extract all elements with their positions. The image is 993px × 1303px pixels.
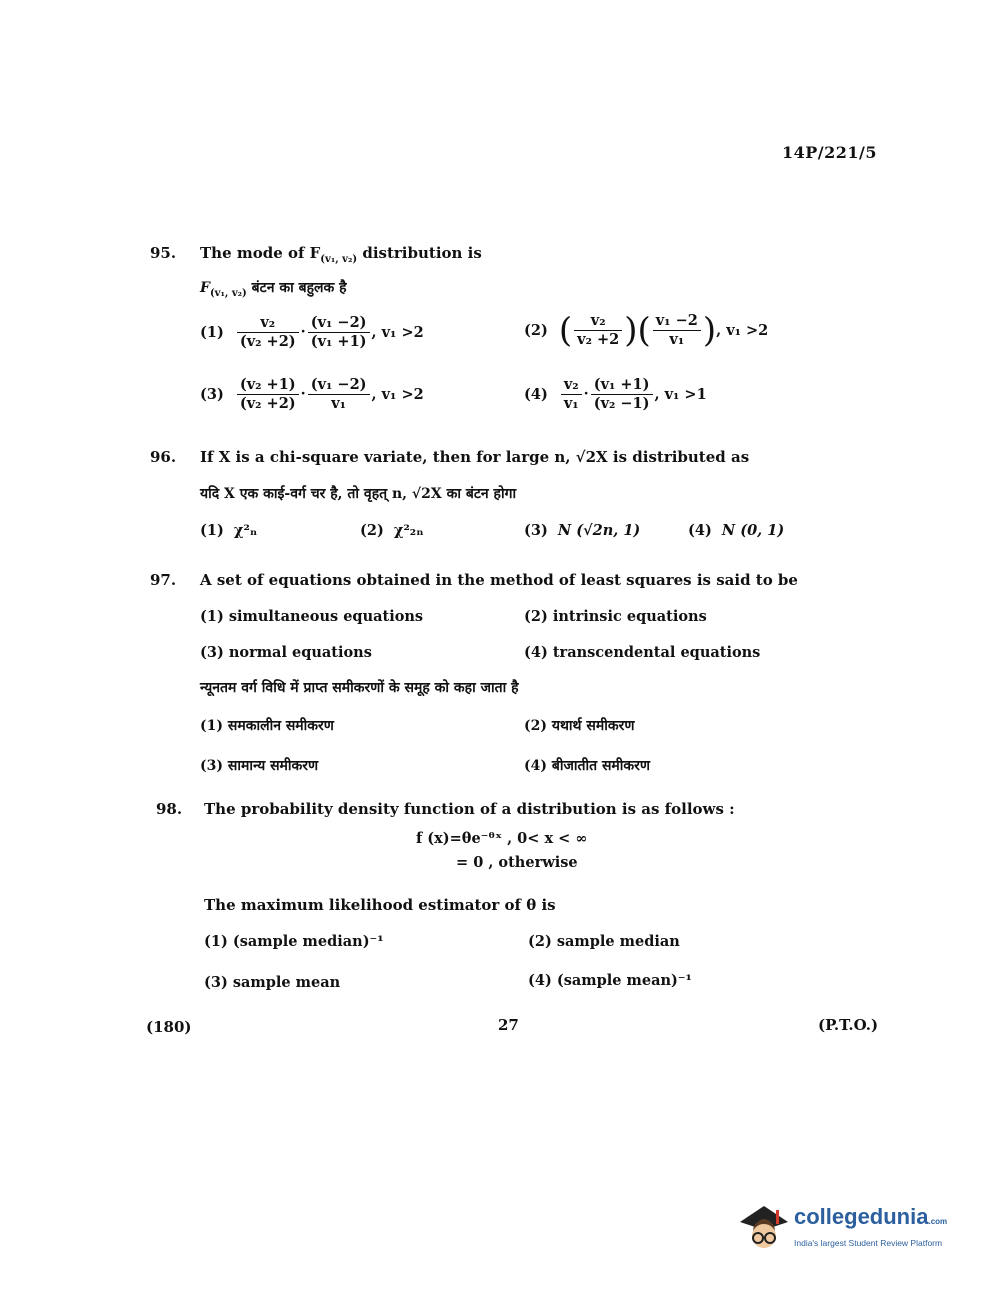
option-1[interactable]: (1) (sample median)⁻¹ — [204, 933, 384, 950]
option-2-hindi[interactable]: (2) यथार्थ समीकरण — [524, 718, 635, 734]
option-1-hindi[interactable]: (1) समकालीन समीकरण — [200, 718, 334, 734]
collegedunia-logo — [736, 1198, 956, 1258]
question-text-hindi: यदि X एक काई-वर्ग चर है, तो वृहत् n, √2X का बंटन होगा — [200, 486, 517, 502]
mascot-icon — [736, 1198, 792, 1258]
logo-suffix: .com — [928, 1217, 948, 1226]
option-4[interactable]: (4) $\frac{\text{v₂}}{\text{v₁}}$ · $\frac{\text{(v₁ +1)}}{\text{(v₂ −1)}}$ , v₁ >1 — [524, 376, 707, 412]
option-3[interactable]: (3) $\frac{\text{(v₂ +1)}}{\text{(v₂ +2)}}$ · $\frac{\text{(v₁ −2)}}{\text{v₁}}$ , v₁ >2 — [200, 376, 424, 412]
question-number: 97. — [150, 571, 177, 589]
option-1[interactable]: (1) χ²ₙ — [200, 522, 258, 539]
pdf-equation-otherwise: = 0 , otherwise — [456, 854, 578, 871]
option-3-hindi[interactable]: (3) सामान्य समीकरण — [200, 758, 319, 774]
option-2[interactable]: (2) intrinsic equations — [524, 608, 707, 625]
option-4-hindi[interactable]: (4) बीजातीत समीकरण — [524, 758, 651, 774]
pto-label: (P.T.O.) — [818, 1016, 879, 1034]
option-1[interactable]: (1) $\frac{\text{v₂}}{\text{(v₂ +2)}}$ · $\frac{\text{(v₁ −2)}}{\text{(v₁ +1)}}$ , v₁ >2 — [200, 314, 424, 350]
option-4[interactable]: (4) transcendental equations — [524, 644, 761, 661]
option-2[interactable]: (2) sample median — [528, 933, 680, 950]
question-number: 95. — [150, 244, 177, 262]
question-text: The mode of $F_{(v_1, v_2)}$ distribution is — [200, 244, 482, 265]
question-text: A set of equations obtained in the method of least squares is said to be — [200, 571, 798, 589]
option-4[interactable]: (4) N (0, 1) — [688, 522, 785, 539]
option-3[interactable]: (3) N (√2n, 1) — [524, 522, 641, 539]
paper-code: 14P/221/5 — [782, 143, 878, 162]
logo-name: collegedunia — [794, 1204, 929, 1229]
question-text-2: The maximum likelihood estimator of θ is — [204, 896, 556, 914]
page-number: 27 — [498, 1016, 519, 1034]
question-text-hindi: $F_{(v_1, v_2)}$ बंटन का बहुलक है — [200, 280, 347, 299]
logo-tagline: India's largest Student Review Platform — [794, 1238, 943, 1248]
option-2[interactable]: (2) ( $\frac{\text{v₂}}{\text{v₂ +2}}$ )( $\frac{\text{v₁ −2}}{\text{v₁}}$ ), v₁ >2 — [524, 310, 769, 351]
option-4[interactable]: (4) (sample mean)⁻¹ — [528, 972, 692, 989]
question-number: 98. — [156, 800, 183, 818]
question-text: If X is a chi-square variate, then for large n, √2X is distributed as — [200, 448, 750, 466]
option-1[interactable]: (1) simultaneous equations — [200, 608, 424, 625]
question-text: The probability density function of a distribution is as follows : — [204, 800, 735, 818]
option-3[interactable]: (3) sample mean — [204, 974, 341, 991]
pdf-equation: f (x)=θe⁻ᶿˣ , 0< x < ∞ — [416, 830, 588, 847]
option-3[interactable]: (3) normal equations — [200, 644, 372, 661]
footer-code: (180) — [146, 1018, 192, 1036]
question-number: 96. — [150, 448, 177, 466]
option-2[interactable]: (2) χ²₂ₙ — [360, 522, 424, 539]
question-text-hindi: न्यूनतम वर्ग विधि में प्राप्त समीकरणों के समूह को कहा जाता है — [200, 680, 519, 696]
